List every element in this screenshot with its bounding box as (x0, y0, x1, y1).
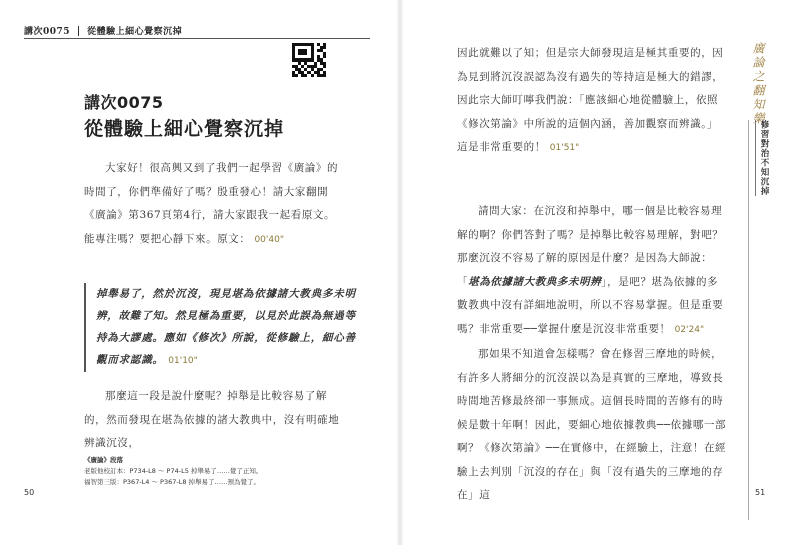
right-paragraph-3: 那如果不知道會怎樣嗎？會在修習三摩地的時候，有許多人將細分的沉沒誤以為是真實的三摩地，導致長時間地苦修最終卻一事無成。這個長時間的苦修有的時候是數十年啊！因此，要細心地依據教典──依據哪一部啊？《修次第論》──在實修中，在經驗上，注意！在經驗上去判別「沉沒的存在」與「沒有過失的三摩地的存在」這 (457, 348, 727, 501)
source-quote (84, 283, 358, 372)
page-number-right: 51 (755, 488, 766, 497)
right-paragraph-1 (457, 42, 727, 161)
right-paragraph-2 (457, 200, 727, 342)
left-paragraph-1-text: 大家好！很高興又到了我們一起學習《廣論》的時間了，你們準備好了嗎？殷重發心！請大家翻開《廣論》第367頁第4行，請大家跟我一起看原文。能專注嗎？要把心靜下來。原文： (84, 162, 339, 245)
footnote-line: 福智第三版：P367-L4 ～ P367-L8 掉舉易了……預為覺了。 (84, 478, 261, 486)
side-title: 廣論之翻知樂 (751, 42, 765, 126)
timestamp: 00'40" (254, 234, 284, 245)
right-paragraph-1-text: 因此就難以了知；但是宗大師發現這是極其重要的，因為見到將沉沒誤認為沒有過失的等持這是極大的錯謬，因此宗大師叮嚀我們說：「應該細心地從體驗上，依照《修次第論》中所說的這個內涵，善加觀察而辨識。」這是非常重要的！ (457, 47, 724, 153)
footnote-line: 老版他校訂本：P734-L8 ～ P74-L5 掉舉易了……覺了正知。 (84, 467, 263, 475)
lesson-title: 從體驗上細心覺察沉掉 (84, 118, 285, 140)
qr-code-icon[interactable] (292, 43, 326, 77)
side-rule (748, 120, 749, 520)
side-subtitle: 修習對治不知沉掉 (755, 120, 770, 196)
header-divider (78, 26, 79, 36)
left-paragraph-2: 那麼這一段是說什麼呢？掉舉是比較容易了解的，然而發現在堪為依據的諸大教典中，沒有明確地辨識沉沒， (84, 390, 340, 449)
timestamp: 01'51" (549, 143, 580, 153)
source-quote-text: 掉舉易了，然於沉沒，現見堪為依據諸大教典多未明辨，故難了知。然見極為重要，以見於此誤為無過等持為大謬處。應如《修次》所說，從修驗上，細心善觀而求認識。 (96, 288, 356, 366)
right-paragraph-2-text-b: 」，是吧？堪為依據的多數教典中沒有詳細地說明，所以不容易掌握。但是重要嗎？非常重要──掌握什麼是沉沒非常重要！ (457, 275, 724, 335)
footnote-title: 《廣論》段落 (84, 456, 123, 464)
page-number-left: 50 (24, 488, 35, 497)
right-paragraph-2-highlight: 堪為依據諸大教典多未明辨 (468, 275, 602, 288)
running-header-title: 從體驗上細心覺察沉掉 (87, 27, 183, 37)
running-header-lesson: 講次0075 (24, 27, 71, 37)
footnote (84, 455, 384, 488)
timestamp: 01'10" (168, 356, 198, 366)
timestamp: 02'24" (674, 324, 705, 335)
lesson-number: 講次0075 (84, 93, 164, 112)
running-header (24, 24, 182, 37)
header-rule (24, 38, 370, 39)
book-gutter (396, 0, 404, 545)
right-paragraph-2-text-a: 請問大家：在沉沒和掉舉中，哪一個是比較容易理解的啊？你們答對了嗎？是掉舉比較容易理解，對吧？那麼沉沒不容易了解的原因是什麼？是因為大師說：「 (457, 205, 724, 288)
left-paragraph-1 (84, 157, 346, 252)
